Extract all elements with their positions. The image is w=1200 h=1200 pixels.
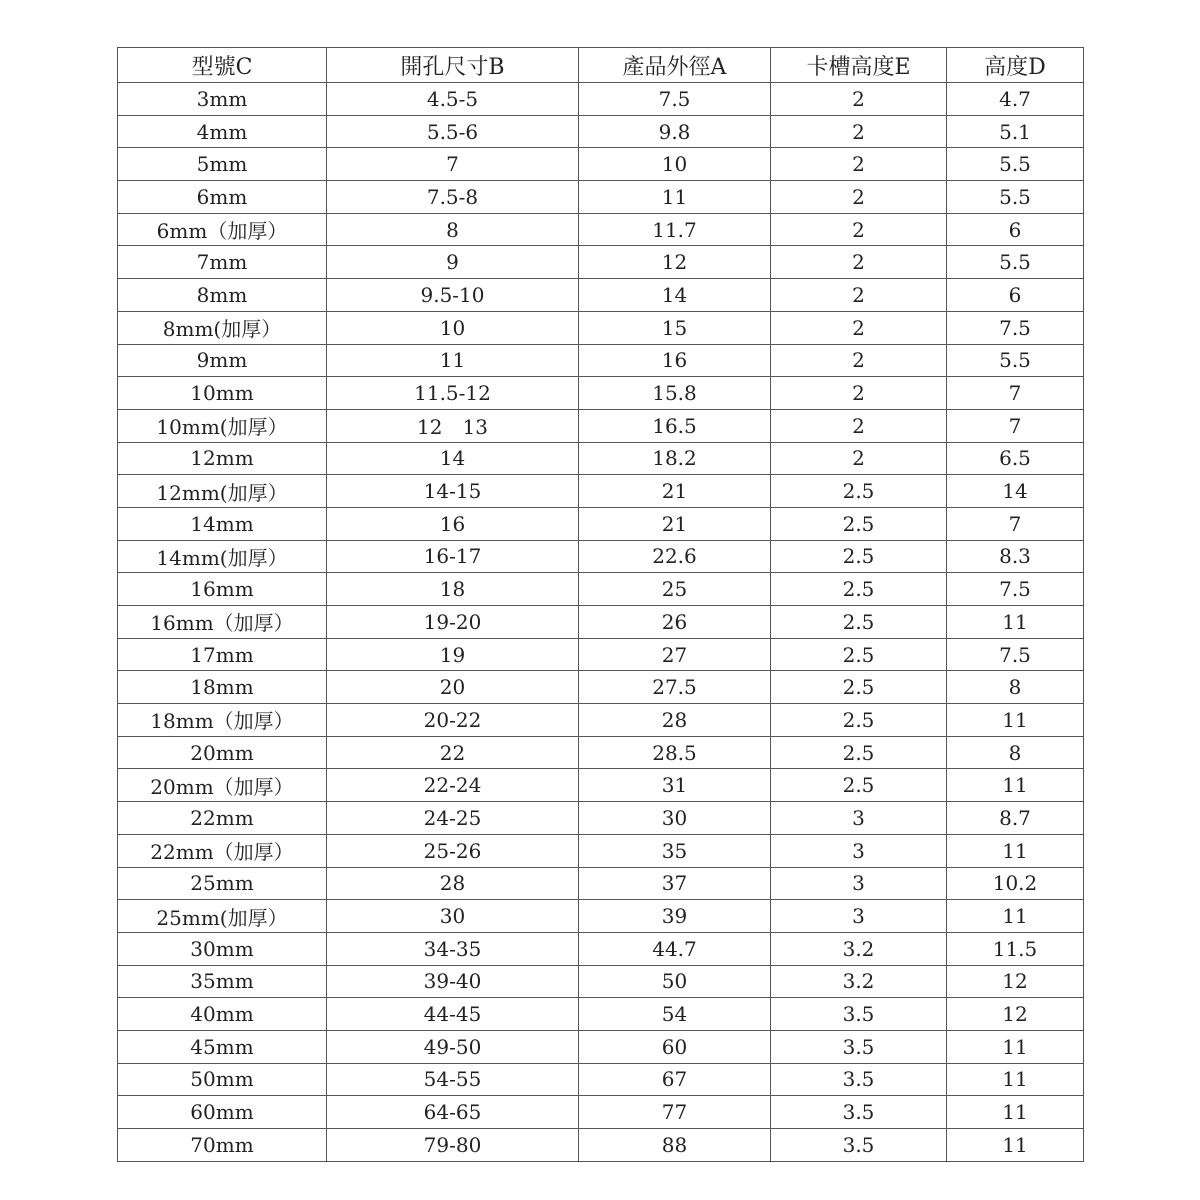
- cell-hole-size: 64-65: [327, 1096, 579, 1129]
- cell-outer-diameter: 37: [579, 867, 771, 900]
- cell-hole-size: 12 13: [327, 409, 579, 442]
- cell-model: 40mm: [118, 998, 327, 1031]
- table-row: [118, 769, 1084, 802]
- cell-outer-diameter: 15: [579, 311, 771, 344]
- cell-slot-height: 2: [771, 148, 947, 181]
- table-row: [118, 932, 1084, 965]
- cell-hole-size: 5.5-6: [327, 115, 579, 148]
- cell-height: 7.5: [947, 573, 1084, 606]
- cell-outer-diameter: 60: [579, 1030, 771, 1063]
- cell-height: 6.5: [947, 442, 1084, 475]
- header-height: 高度D: [947, 48, 1084, 83]
- cell-model: 3mm: [118, 83, 327, 116]
- cell-hole-size: 10: [327, 311, 579, 344]
- cell-hole-size: 4.5-5: [327, 83, 579, 116]
- cell-outer-diameter: 12: [579, 246, 771, 279]
- cell-model: 20mm（加厚）: [118, 769, 327, 802]
- cell-outer-diameter: 16.5: [579, 409, 771, 442]
- cell-slot-height: 2: [771, 246, 947, 279]
- table-row: [118, 148, 1084, 181]
- table-row: [118, 834, 1084, 867]
- table-row: [118, 1129, 1084, 1162]
- cell-model: 20mm: [118, 736, 327, 769]
- table-row: [118, 802, 1084, 835]
- cell-outer-diameter: 18.2: [579, 442, 771, 475]
- cell-hole-size: 8: [327, 213, 579, 246]
- cell-slot-height: 3.2: [771, 932, 947, 965]
- cell-outer-diameter: 27: [579, 638, 771, 671]
- cell-outer-diameter: 54: [579, 998, 771, 1031]
- cell-height: 5.5: [947, 246, 1084, 279]
- cell-hole-size: 49-50: [327, 1030, 579, 1063]
- cell-height: 7: [947, 377, 1084, 410]
- cell-slot-height: 2: [771, 311, 947, 344]
- cell-outer-diameter: 77: [579, 1096, 771, 1129]
- cell-model: 6mm: [118, 181, 327, 214]
- cell-height: 11: [947, 769, 1084, 802]
- cell-height: 7.5: [947, 638, 1084, 671]
- cell-height: 5.5: [947, 344, 1084, 377]
- cell-model: 18mm（加厚）: [118, 704, 327, 737]
- cell-height: 8: [947, 671, 1084, 704]
- header-slot-height: 卡槽高度E: [771, 48, 947, 83]
- cell-slot-height: 2.5: [771, 507, 947, 540]
- cell-slot-height: 2: [771, 377, 947, 410]
- cell-hole-size: 14: [327, 442, 579, 475]
- cell-height: 6: [947, 213, 1084, 246]
- table-row: [118, 965, 1084, 998]
- spec-table: [117, 47, 1084, 1162]
- cell-height: 8.3: [947, 540, 1084, 573]
- cell-hole-size: 16-17: [327, 540, 579, 573]
- cell-model: 60mm: [118, 1096, 327, 1129]
- cell-slot-height: 2.5: [771, 736, 947, 769]
- cell-model: 45mm: [118, 1030, 327, 1063]
- table-row: [118, 1030, 1084, 1063]
- cell-hole-size: 30: [327, 900, 579, 933]
- cell-outer-diameter: 28.5: [579, 736, 771, 769]
- table-row: [118, 867, 1084, 900]
- cell-slot-height: 2.5: [771, 540, 947, 573]
- cell-hole-size: 7.5-8: [327, 181, 579, 214]
- cell-model: 25mm(加厚）: [118, 900, 327, 933]
- cell-model: 6mm（加厚）: [118, 213, 327, 246]
- cell-model: 16mm: [118, 573, 327, 606]
- table-row: [118, 900, 1084, 933]
- cell-outer-diameter: 26: [579, 606, 771, 639]
- cell-slot-height: 3: [771, 834, 947, 867]
- cell-slot-height: 2.5: [771, 606, 947, 639]
- cell-model: 17mm: [118, 638, 327, 671]
- table-row: [118, 442, 1084, 475]
- cell-outer-diameter: 16: [579, 344, 771, 377]
- cell-hole-size: 19: [327, 638, 579, 671]
- cell-model: 4mm: [118, 115, 327, 148]
- cell-slot-height: 3.5: [771, 1030, 947, 1063]
- cell-hole-size: 79-80: [327, 1129, 579, 1162]
- table-row: [118, 344, 1084, 377]
- cell-model: 22mm（加厚）: [118, 834, 327, 867]
- table-header: [118, 48, 1084, 83]
- cell-outer-diameter: 11: [579, 181, 771, 214]
- cell-hole-size: 22-24: [327, 769, 579, 802]
- cell-outer-diameter: 25: [579, 573, 771, 606]
- table-row: [118, 246, 1084, 279]
- table-row: [118, 1096, 1084, 1129]
- cell-outer-diameter: 9.8: [579, 115, 771, 148]
- cell-outer-diameter: 27.5: [579, 671, 771, 704]
- cell-outer-diameter: 21: [579, 507, 771, 540]
- cell-outer-diameter: 44.7: [579, 932, 771, 965]
- cell-slot-height: 3: [771, 802, 947, 835]
- cell-height: 10.2: [947, 867, 1084, 900]
- cell-model: 10mm: [118, 377, 327, 410]
- cell-model: 22mm: [118, 802, 327, 835]
- cell-outer-diameter: 21: [579, 475, 771, 508]
- cell-model: 16mm（加厚）: [118, 606, 327, 639]
- cell-outer-diameter: 15.8: [579, 377, 771, 410]
- table-row: [118, 181, 1084, 214]
- cell-height: 7.5: [947, 311, 1084, 344]
- cell-hole-size: 20: [327, 671, 579, 704]
- table-row: [118, 213, 1084, 246]
- cell-model: 30mm: [118, 932, 327, 965]
- cell-slot-height: 2: [771, 409, 947, 442]
- cell-slot-height: 3.5: [771, 1129, 947, 1162]
- cell-outer-diameter: 50: [579, 965, 771, 998]
- table-row: [118, 311, 1084, 344]
- cell-slot-height: 3.5: [771, 1096, 947, 1129]
- table-body: [118, 83, 1084, 1162]
- cell-height: 11: [947, 1096, 1084, 1129]
- cell-slot-height: 2: [771, 442, 947, 475]
- cell-outer-diameter: 35: [579, 834, 771, 867]
- cell-height: 11: [947, 900, 1084, 933]
- cell-slot-height: 2: [771, 344, 947, 377]
- cell-hole-size: 22: [327, 736, 579, 769]
- table-row: [118, 736, 1084, 769]
- cell-model: 9mm: [118, 344, 327, 377]
- cell-height: 11: [947, 606, 1084, 639]
- table-row: [118, 83, 1084, 116]
- cell-outer-diameter: 31: [579, 769, 771, 802]
- cell-height: 11: [947, 1063, 1084, 1096]
- cell-model: 10mm(加厚）: [118, 409, 327, 442]
- cell-slot-height: 3.2: [771, 965, 947, 998]
- cell-model: 7mm: [118, 246, 327, 279]
- cell-hole-size: 54-55: [327, 1063, 579, 1096]
- cell-slot-height: 2.5: [771, 638, 947, 671]
- cell-outer-diameter: 30: [579, 802, 771, 835]
- cell-outer-diameter: 7.5: [579, 83, 771, 116]
- cell-height: 5.1: [947, 115, 1084, 148]
- table-row: [118, 704, 1084, 737]
- cell-slot-height: 2: [771, 83, 947, 116]
- cell-outer-diameter: 14: [579, 279, 771, 312]
- cell-hole-size: 7: [327, 148, 579, 181]
- cell-slot-height: 2.5: [771, 671, 947, 704]
- cell-slot-height: 3: [771, 867, 947, 900]
- cell-slot-height: 3: [771, 900, 947, 933]
- table-row: [118, 573, 1084, 606]
- cell-outer-diameter: 67: [579, 1063, 771, 1096]
- cell-slot-height: 2.5: [771, 475, 947, 508]
- cell-model: 50mm: [118, 1063, 327, 1096]
- cell-hole-size: 39-40: [327, 965, 579, 998]
- cell-hole-size: 16: [327, 507, 579, 540]
- cell-outer-diameter: 11.7: [579, 213, 771, 246]
- cell-model: 25mm: [118, 867, 327, 900]
- cell-hole-size: 20-22: [327, 704, 579, 737]
- cell-hole-size: 18: [327, 573, 579, 606]
- cell-outer-diameter: 28: [579, 704, 771, 737]
- cell-height: 12: [947, 965, 1084, 998]
- table-row: [118, 606, 1084, 639]
- cell-hole-size: 34-35: [327, 932, 579, 965]
- cell-hole-size: 9.5-10: [327, 279, 579, 312]
- cell-hole-size: 9: [327, 246, 579, 279]
- table-row: [118, 507, 1084, 540]
- cell-model: 35mm: [118, 965, 327, 998]
- cell-height: 11: [947, 834, 1084, 867]
- cell-slot-height: 2: [771, 279, 947, 312]
- cell-slot-height: 2.5: [771, 573, 947, 606]
- cell-height: 11.5: [947, 932, 1084, 965]
- header-model: 型號C: [118, 48, 327, 83]
- cell-hole-size: 24-25: [327, 802, 579, 835]
- cell-hole-size: 14-15: [327, 475, 579, 508]
- cell-height: 12: [947, 998, 1084, 1031]
- cell-hole-size: 25-26: [327, 834, 579, 867]
- cell-model: 8mm(加厚）: [118, 311, 327, 344]
- cell-hole-size: 28: [327, 867, 579, 900]
- cell-slot-height: 2: [771, 115, 947, 148]
- cell-model: 5mm: [118, 148, 327, 181]
- cell-model: 12mm(加厚）: [118, 475, 327, 508]
- cell-height: 5.5: [947, 148, 1084, 181]
- cell-hole-size: 11.5-12: [327, 377, 579, 410]
- cell-model: 70mm: [118, 1129, 327, 1162]
- cell-height: 6: [947, 279, 1084, 312]
- cell-hole-size: 44-45: [327, 998, 579, 1031]
- cell-height: 14: [947, 475, 1084, 508]
- table-row: [118, 377, 1084, 410]
- table-row: [118, 279, 1084, 312]
- table-row: [118, 115, 1084, 148]
- cell-height: 11: [947, 1129, 1084, 1162]
- header-row: [118, 48, 1084, 83]
- cell-slot-height: 2: [771, 213, 947, 246]
- cell-model: 14mm(加厚）: [118, 540, 327, 573]
- cell-height: 7: [947, 507, 1084, 540]
- table-row: [118, 540, 1084, 573]
- cell-hole-size: 11: [327, 344, 579, 377]
- cell-model: 14mm: [118, 507, 327, 540]
- cell-model: 18mm: [118, 671, 327, 704]
- table-row: [118, 475, 1084, 508]
- table-row: [118, 998, 1084, 1031]
- cell-outer-diameter: 22.6: [579, 540, 771, 573]
- cell-model: 8mm: [118, 279, 327, 312]
- cell-outer-diameter: 88: [579, 1129, 771, 1162]
- cell-height: 11: [947, 704, 1084, 737]
- cell-height: 5.5: [947, 181, 1084, 214]
- cell-slot-height: 3.5: [771, 998, 947, 1031]
- table-row: [118, 409, 1084, 442]
- header-hole-size: 開孔尺寸B: [327, 48, 579, 83]
- cell-slot-height: 2.5: [771, 704, 947, 737]
- cell-slot-height: 2: [771, 181, 947, 214]
- cell-height: 7: [947, 409, 1084, 442]
- cell-height: 4.7: [947, 83, 1084, 116]
- cell-outer-diameter: 39: [579, 900, 771, 933]
- table-row: [118, 638, 1084, 671]
- cell-slot-height: 3.5: [771, 1063, 947, 1096]
- cell-height: 8.7: [947, 802, 1084, 835]
- spec-table-container: [117, 47, 1083, 1162]
- cell-slot-height: 2.5: [771, 769, 947, 802]
- cell-hole-size: 19-20: [327, 606, 579, 639]
- cell-outer-diameter: 10: [579, 148, 771, 181]
- table-row: [118, 1063, 1084, 1096]
- table-row: [118, 671, 1084, 704]
- cell-model: 12mm: [118, 442, 327, 475]
- header-outer-diameter: 產品外徑A: [579, 48, 771, 83]
- cell-height: 8: [947, 736, 1084, 769]
- cell-height: 11: [947, 1030, 1084, 1063]
